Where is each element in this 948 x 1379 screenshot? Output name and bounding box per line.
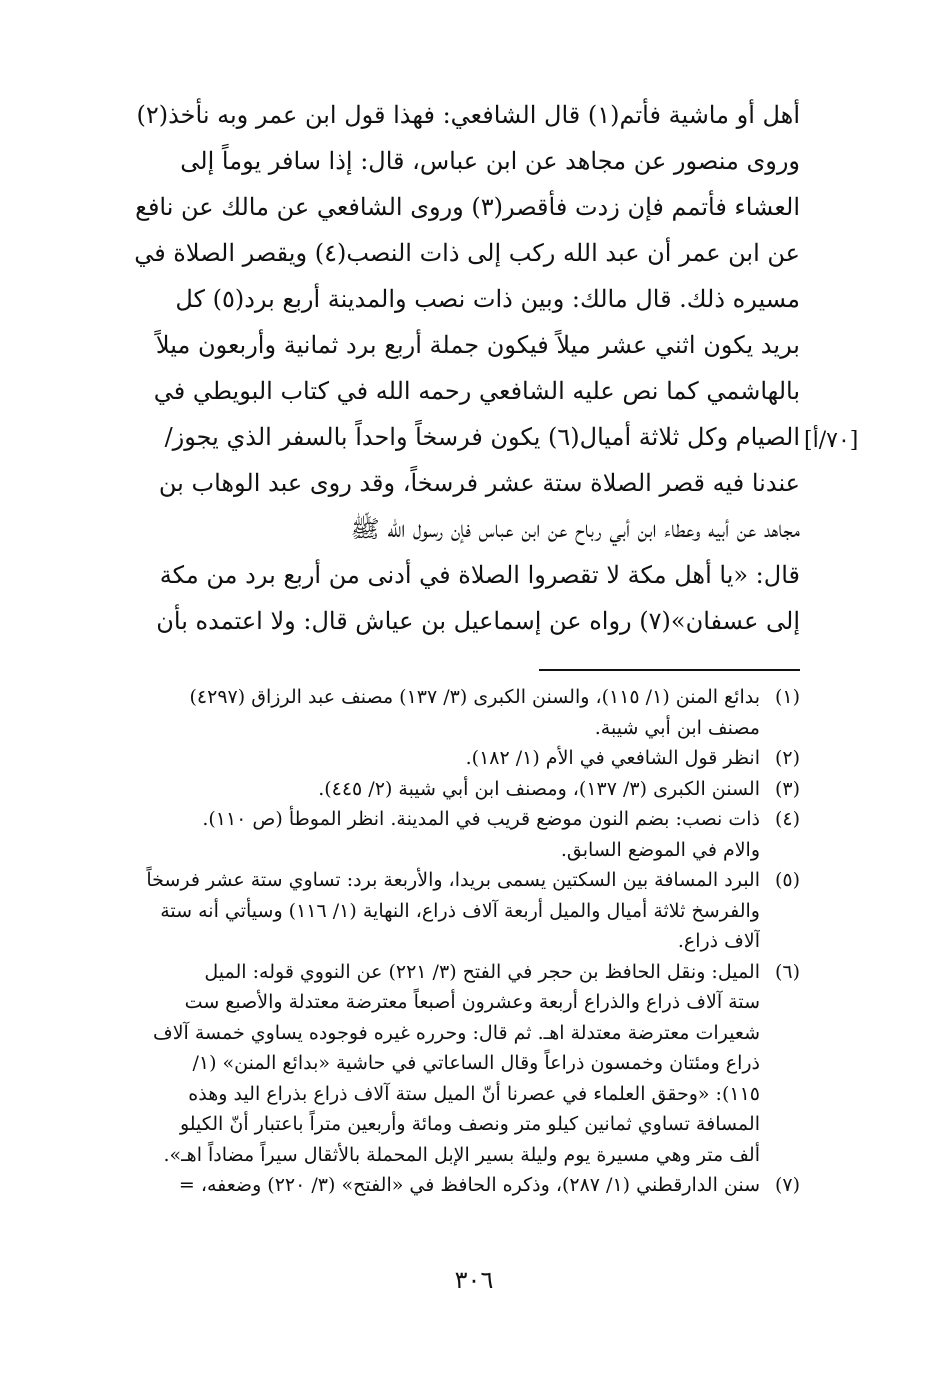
footnote	[104, 774, 800, 805]
footnote-line: انظر قول الشافعي في الأم (١/ ١٨٢).	[465, 747, 760, 769]
text-line: إلى عسفان»(٧) رواه عن إسماعيل بن عياش قال: ولا اعتمده بأن	[156, 607, 800, 635]
footnote-body	[104, 804, 760, 865]
text-line: عن ابن عمر أن عبد الله ركب إلى ذات النصب(٤) ويقصر الصلاة في	[134, 239, 800, 267]
footnote-line: ذراع ومئتان وخمسون ذراعاً وقال الساعاتي في حاشية «بدائع المنن» (١/	[192, 1052, 760, 1074]
footnote	[104, 1170, 800, 1201]
text-line: قال: «يا أهل مكة لا تقصروا الصلاة في أدنى من أربع برد من مكة	[159, 561, 800, 589]
footnote-line: آلاف ذراع.	[677, 930, 760, 952]
footnote	[104, 682, 800, 743]
footnote-body	[104, 1170, 760, 1201]
footnote-body	[104, 682, 760, 743]
footnote-number: (٦)	[774, 960, 800, 983]
text-line: العشاء فأتمم فإن زدت فأقصر(٣) وروى الشافعي عن مالك عن نافع	[135, 193, 800, 221]
footnote-line: والام في الموضع السابق.	[560, 838, 760, 861]
footnote-number: (٧)	[774, 1174, 800, 1196]
footnote	[104, 804, 800, 865]
footnote-line: ١١٥): «وحقق العلماء في عصرنا أنّ الميل ستة آلاف ذراع بذراع اليد وهذه	[188, 1082, 760, 1105]
footnote-body	[104, 957, 760, 1171]
footnote-number: (١)	[774, 686, 800, 708]
footnote-number: (٥)	[774, 869, 800, 891]
text-line: مسيره ذلك. قال مالك: وبين ذات نصب والمدينة أربع برد(٥) كل	[175, 285, 800, 313]
text-line: بريد يكون اثني عشر ميلاً فيكون جملة أربع برد ثمانية وأربعون ميلاً	[155, 331, 800, 359]
footnote	[104, 743, 800, 774]
footnote-body	[104, 774, 760, 805]
text-line: بالهاشمي كما نص عليه الشافعي رحمه الله في كتاب البويطي في	[153, 377, 800, 405]
text-line: وروى منصور عن مجاهد عن ابن عباس، قال: إذا سافر يوماً إلى	[180, 147, 800, 175]
footnote	[104, 865, 800, 957]
footnote	[104, 957, 800, 1171]
footnote-line: والفرسخ ثلاثة أميال والميل أربعة آلاف ذراع، النهاية (١/ ١١٦) وسيأتي أنه ستة	[160, 899, 760, 922]
footnote-line: المسافة تساوي ثمانين كيلو متر ونصف ومائة وأربعين متراً باعتبار أنّ الكيلو	[179, 1113, 760, 1135]
footnote-line: السنن الكبرى (٣/ ١٣٧)، ومصنف ابن أبي شيبة (٢/ ٤٤٥).	[318, 777, 760, 800]
footnote-body	[104, 743, 760, 774]
text-line: مجاهد عن أبيه وعطاء ابن أبي رباح عن ابن عباس فإن رسول الله ﷺ	[350, 515, 800, 543]
text-line: أهل أو ماشية فأتم(١) قال الشافعي: فهذا قول ابن عمر وبه نأخذ(٢)	[136, 101, 800, 129]
footnote-number: (٢)	[774, 747, 800, 769]
footnote-line: مصنف ابن أبي شيبة.	[594, 716, 760, 739]
text-line: الصيام وكل ثلاثة أميال(٦) يكون فرسخاً واحداً بالسفر الذي يجوز/	[164, 423, 800, 451]
footnote-separator	[539, 669, 800, 671]
footnote-number: (٤)	[774, 808, 800, 830]
page-number: ٣٠٦	[454, 1266, 494, 1294]
footnote-body	[104, 865, 760, 957]
folio-marker: [٧٠/أ]	[804, 428, 859, 453]
footnotes	[104, 682, 800, 1201]
footnote-line: ذات نصب: بضم النون موضع قريب في المدينة. انظر الموطأ (ص ١١٠).	[202, 808, 760, 830]
text-line: عندنا فيه قصر الصلاة ستة عشر فرسخاً، وقد روى عبد الوهاب بن	[158, 469, 800, 497]
footnote-line: ستة آلاف ذراع والذراع أربعة وعشرون أصبعاً معترضة معتدلة والأصبع ست	[184, 991, 760, 1013]
footnote-line: ألف متر وهي مسيرة يوم وليلة بسير الإبل المحملة بالأثقال سيراً مضاداً اهـ».	[163, 1143, 760, 1166]
footnote-line: بدائع المنن (١/ ١١٥)، والسنن الكبرى (٣/ ١٣٧) مصنف عبد الرزاق (٤٢٩٧)	[189, 686, 760, 708]
main-text	[104, 92, 800, 644]
footnote-number: (٣)	[774, 777, 800, 800]
footnote-line: البرد المسافة بين السكتين يسمى بريدا، والأربعة برد: تساوي ستة عشر فرسخاً	[146, 869, 760, 891]
footnote-line: الميل: ونقل الحافظ بن حجر في الفتح (٣/ ٢٢١) عن النووي قوله: الميل	[204, 960, 760, 983]
footnote-line: سنن الدارقطني (١/ ٢٨٧)، وذكره الحافظ في «الفتح» (٣/ ٢٢٠) وضعفه، =	[178, 1174, 760, 1196]
footnote-line: شعيرات معترضة معتدلة اهـ. ثم قال: وحرره غيره فوجوده يساوي خمسة آلاف	[153, 1021, 760, 1044]
